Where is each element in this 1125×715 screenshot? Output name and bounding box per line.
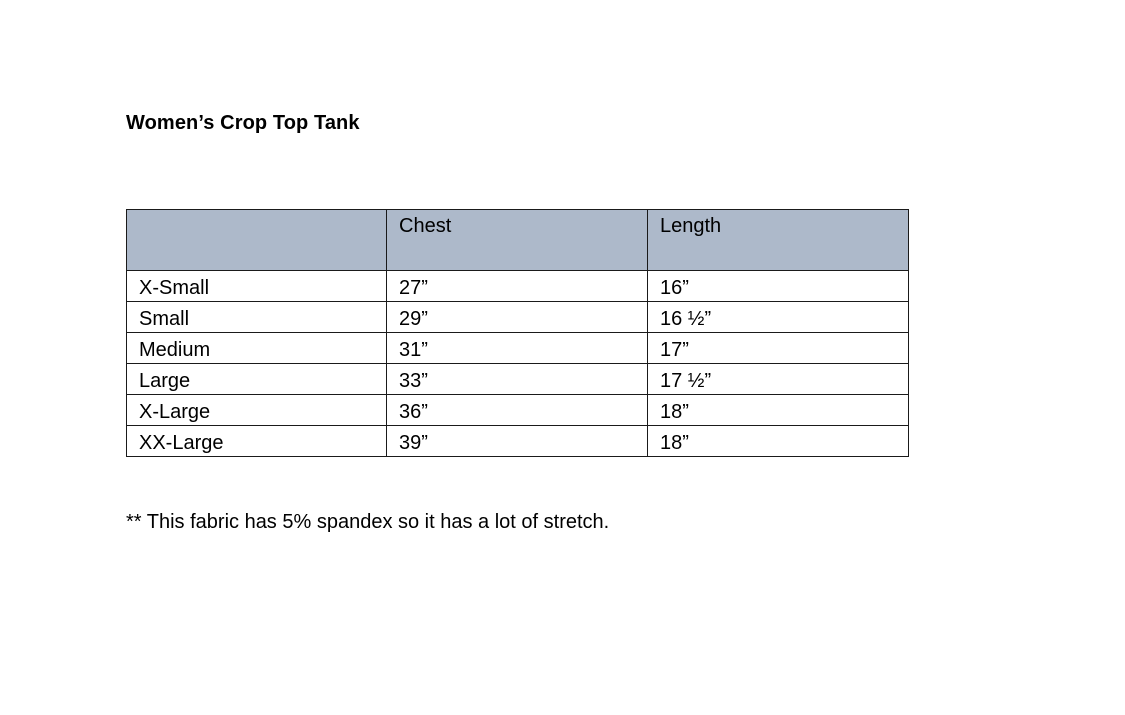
length-cell: 16” <box>648 271 909 302</box>
table-row <box>127 271 909 302</box>
chest-cell: 29” <box>387 302 648 333</box>
length-cell: 16 ½” <box>648 302 909 333</box>
chest-cell: 33” <box>387 364 648 395</box>
size-cell: Large <box>127 364 387 395</box>
table-row <box>127 395 909 426</box>
size-chart-table <box>126 209 909 457</box>
chest-cell: 36” <box>387 395 648 426</box>
table-row <box>127 333 909 364</box>
size-cell: X-Small <box>127 271 387 302</box>
fabric-footnote: ** This fabric has 5% spandex so it has a lot of stretch. <box>126 511 610 533</box>
chest-cell: 39” <box>387 426 648 457</box>
length-cell: 17 ½” <box>648 364 909 395</box>
chest-cell: 27” <box>387 271 648 302</box>
size-cell: XX-Large <box>127 426 387 457</box>
size-cell: Medium <box>127 333 387 364</box>
size-cell: X-Large <box>127 395 387 426</box>
table-row <box>127 364 909 395</box>
size-cell: Small <box>127 302 387 333</box>
length-cell: 18” <box>648 395 909 426</box>
header-size <box>127 210 387 271</box>
header-length: Length <box>648 210 909 271</box>
length-cell: 17” <box>648 333 909 364</box>
chest-cell: 31” <box>387 333 648 364</box>
header-chest: Chest <box>387 210 648 271</box>
table-row <box>127 426 909 457</box>
document-title: Women’s Crop Top Tank <box>126 112 360 134</box>
table-header-row <box>127 210 909 271</box>
length-cell: 18” <box>648 426 909 457</box>
table-row <box>127 302 909 333</box>
